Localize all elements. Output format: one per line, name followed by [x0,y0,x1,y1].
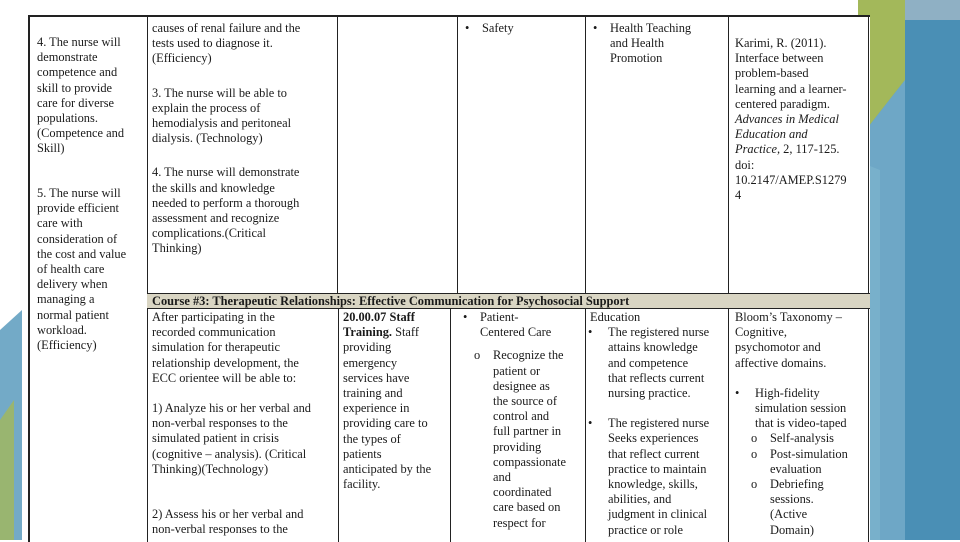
objective-5-text: 5. The nurse will provide efficient care with consideration of the cost and value of health care delivery when managing a normal patient workload. (Efficiency) [37,186,127,353]
grid-line [457,17,458,293]
grid-line [585,17,586,542]
bloom-taxonomy: Bloom’s Taxonomy – Cognitive, psychomotor and affective domains. [735,310,842,370]
reference-text-b: 2, 117-125. doi: 10.2147/AMEP.S1279 4 [735,142,847,203]
self-analysis: Self-analysis [770,431,835,446]
qsen-bottom [458,310,584,531]
grid-line [728,17,729,542]
objective-line-b: 3. The nurse will be able to explain the process of hemodialysis and peritoneal dialysis. (Technology) [152,85,292,146]
teaching-strategy [735,310,867,538]
education-heading: Education [590,310,641,324]
grid-line [450,307,451,542]
bullet-icon: • [593,21,598,35]
circle-bullet-icon: o [751,431,758,446]
grid-line [868,17,869,542]
objective-4-text: 4. The nurse will demonstrate competence and skill to provide care for diverse populations. (Competence and Skill) [37,35,125,156]
qsen-sub-item: Recognize the patient or designee as the source of control and full partner in providing compassionate and coordinated care based on respect for [493,348,566,530]
education-item-2: The registered nurse Seeks experiences that reflect current practice to maintain knowledge, skills, abilities, and judgment in clinical practice or role [608,416,710,537]
debriefing-sessions: Debriefing sessions. (Active Domain) [770,477,824,537]
course-3-header: Course #3: Therapeutic Relationships: Effective Communication for Psychosocial Support [147,293,870,309]
education-item-1: The registered nurse attains knowledge and competence that reflects current nursing practice. [608,325,710,401]
regulation-text: Staff providing emergency services have training and experience in providing care to the types of patients anticipated by the facility. [343,325,432,492]
reference-journal: Advances in Medical Education and Practice, [735,112,839,157]
grid-line [147,17,148,542]
grid-line [337,17,338,293]
objective-line-c: 4. The nurse will demonstrate the skills and knowledge needed to perform a thorough assessment and recognize complications.(Critical Thinking) [152,165,300,256]
curriculum-table [28,15,870,542]
bullet-icon: • [463,310,468,324]
objective-4 [37,35,143,157]
objective-analyze: 1) Analyze his or her verbal and non-verbal responses to the simulated patient in crisis (cognitive – analysis). (Critical Thinking)(Technology) [152,401,311,476]
qsen-patient-centered: Patient- Centered Care [480,310,552,340]
qsen-top [460,21,580,36]
grid-line [338,307,339,542]
standards-bottom [590,310,728,538]
circle-bullet-icon: o [751,446,758,461]
learning-objectives-top [152,21,334,257]
bullet-icon: • [588,416,593,431]
objective-5 [37,186,143,353]
standards-top [588,21,726,67]
objective-assess: 2) Assess his or her verbal and non-verbal responses to the [152,507,304,537]
qsen-safety: Safety [482,21,514,35]
reference-karimi [735,36,867,203]
standard-health-teaching: Health Teaching and Health Promotion [610,21,692,66]
regulation-code: 20.00.07 Staff Training. [343,310,415,340]
post-simulation-evaluation: Post-simulation evaluation [770,446,848,476]
regulation-cell [343,310,449,492]
learning-objectives-bottom [152,310,336,537]
reference-text-a: Karimi, R. (2011). Interface between problem-based learning and a learner- centered paradigm. [735,36,847,111]
orientee-intro: After participating in the recorded communication simulation for therapeutic relationship development, the ECC orientee will be able to: [152,310,299,385]
simulation-session: High-fidelity simulation session that is video-taped [755,385,847,431]
bullet-icon: • [735,385,740,400]
bullet-icon: • [465,21,470,35]
objective-line-a: causes of renal failure and the tests used to diagnose it. (Efficiency) [152,21,301,66]
circle-bullet-icon: o [751,477,758,492]
circle-bullet-icon: o [474,348,481,363]
bullet-icon: • [588,325,593,340]
